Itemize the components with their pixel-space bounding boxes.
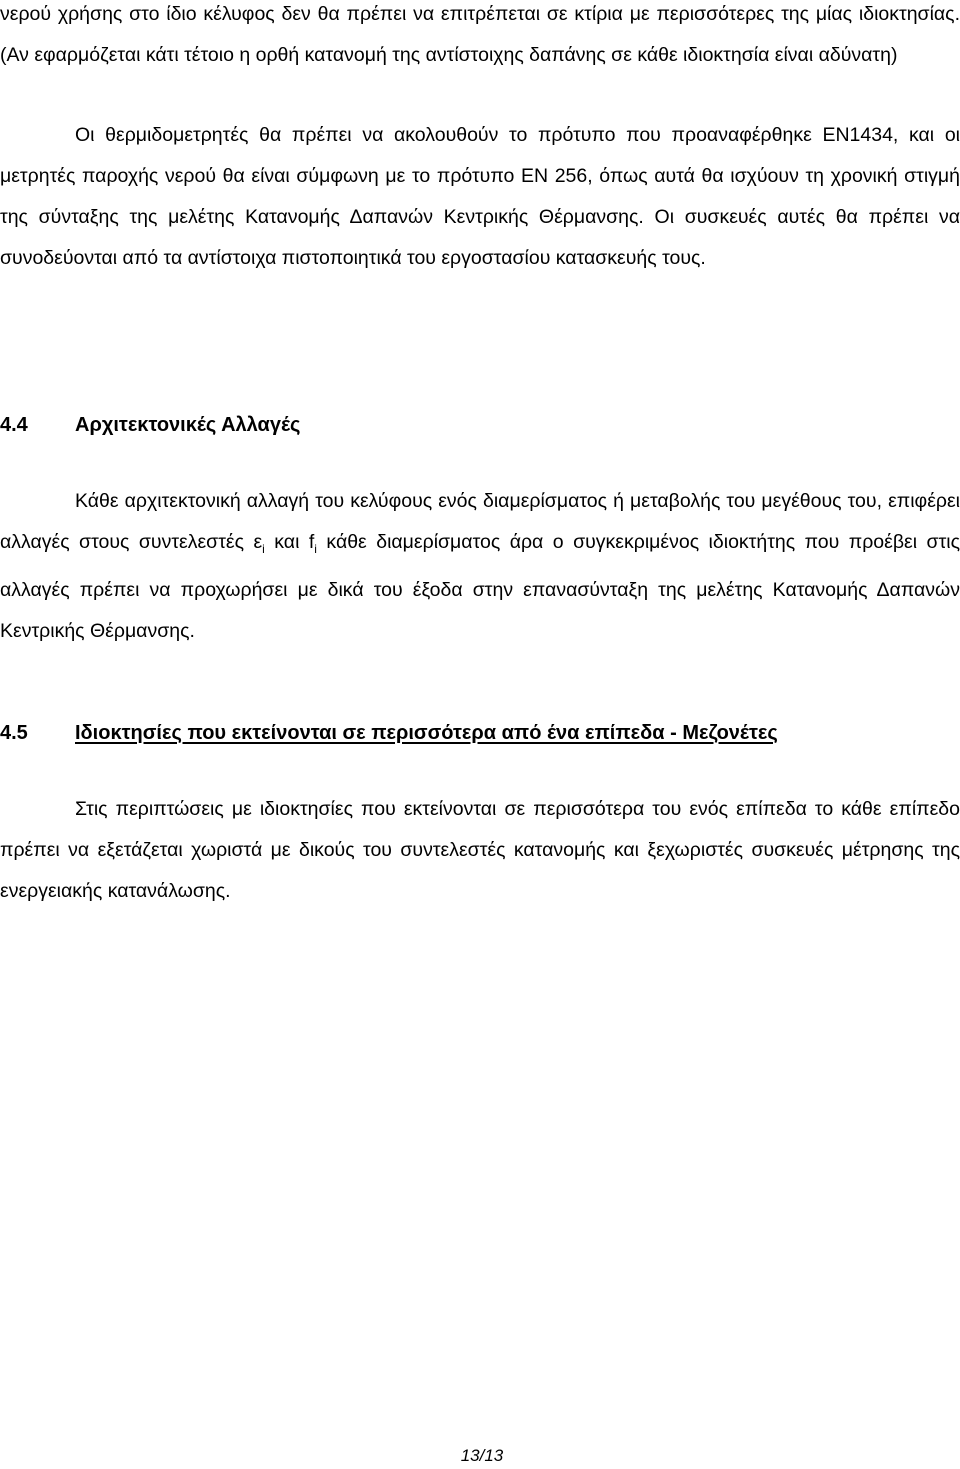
section-4-5-body: Στις περιπτώσεις με ιδιοκτησίες που εκτείνονται σε περισσότερα του ενός επίπεδα το κάθε επίπεδο πρέπει να εξετάζεται χωριστά με δικούς του συντελεστές κατανομής και ξεχωριστές συσκευές μέτρησης της ενεργειακής κατανάλωσης.	[0, 798, 960, 902]
section-4-4-heading	[0, 405, 960, 446]
page-number: 13/13	[460, 1446, 504, 1465]
section-4-5-title: Ιδιοκτησίες που εκτείνονται σε περισσότερα από ένα επίπεδα - Μεζονέτες	[75, 722, 778, 744]
section-4-4-title: Αρχιτεκτονικές Αλλαγές	[75, 414, 301, 436]
subscript-i: i	[314, 541, 317, 556]
section-4-5-heading	[0, 713, 960, 754]
section-4-4-number: 4.4	[0, 414, 28, 436]
page-footer	[0, 1446, 960, 1466]
section-4-5-number: 4.5	[0, 722, 28, 744]
paragraph-top: νερού χρήσης στο ίδιο κέλυφος δεν θα πρέπει να επιτρέπεται σε κτίρια με περισσότερες της μίας ιδιοκτησίας. (Αν εφαρμόζεται κάτι τέτοιο η ορθή κατανομή της αντίστοιχης δαπάνης σε κάθε ιδιοκτησία είναι αδύνατη)	[0, 3, 960, 66]
section-4-4-body: Κάθε αρχιτεκτονική αλλαγή του κελύφους ενός διαμερίσματος ή μεταβολής του μεγέθους του, επιφέρει αλλαγές στους συντελεστές $\varepsilon_i$ και $f_i$ κάθε διαμερίσματος άρα ο συγκεκριμένος ιδιοκτήτης που προέβει στις αλλαγές πρέπει να προχωρήσει με δικά του έξοδα στην επανασύνταξη της μελέτης Κατανομής Δαπανών Κεντρικής Θέρμανσης.	[0, 490, 960, 642]
paragraph-meters: Οι θερμιδομετρητές θα πρέπει να ακολουθούν το πρότυπο που προαναφέρθηκε ΕΝ1434, και οι μετρητές παροχής νερού θα είναι σύμφωνη με το πρότυπο ΕΝ 256, όπως αυτά θα ισχύουν τη χρονική στιγμή της σύνταξης της μελέτης Κατανομής Δαπανών Κεντρικής Θέρμανσης. Οι συσκευές αυτές θα πρέπει να συνοδεύονται από τα αντίστοιχα πιστοποιητικά του εργοστασίου κατασκευής τους.	[0, 124, 960, 269]
subscript-i: i	[262, 541, 265, 556]
